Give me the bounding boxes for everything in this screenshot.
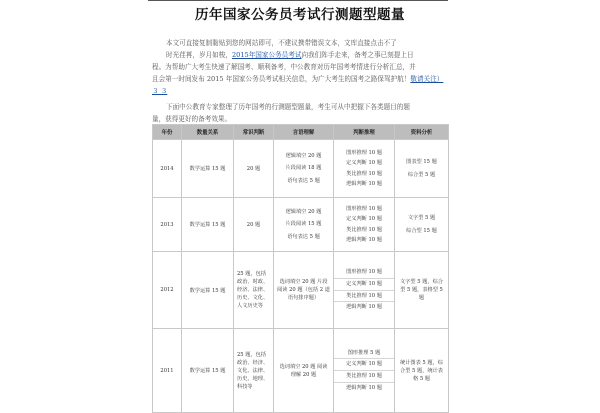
verbal-item: 逻辑填空 20 题 [285, 209, 322, 216]
reasoning-item: 图形推理 5 题 [334, 348, 394, 360]
data-cell [395, 252, 449, 329]
verbal-text: 选词填空 20 题 片段阅读 20 题（包括 2 道语句排序题） [277, 279, 330, 301]
header-common: 常识判断 [234, 125, 274, 140]
header-quant: 数量关系 [182, 125, 234, 140]
data-cell [395, 140, 449, 198]
quant-cell: 数学运算 15 题 [182, 198, 234, 252]
reasoning-item: 类比推理 10 题 [334, 291, 394, 303]
reasoning-item: 定义判断 10 题 [334, 359, 394, 371]
table-intro-paragraph [152, 101, 448, 125]
reasoning-item: 图形推理 10 题 [346, 150, 382, 157]
reasoning-item: 逻辑判断 10 题 [346, 180, 382, 187]
reasoning-item: 逻辑判断 10 题 [346, 384, 382, 391]
title-rule [148, 0, 448, 1]
data-text: 文字型 5 题，综合型 5 题，表格型 5 题 [400, 279, 443, 301]
reasoning-cell [334, 140, 395, 198]
table-intro-line: 量，获得更好的备考效果。 [152, 115, 232, 123]
follow-link[interactable]: 敬请关注） [410, 75, 444, 83]
year-cell: 2014 [153, 140, 182, 198]
reasoning-item: 图形推理 10 题 [334, 267, 394, 279]
reasoning-cell [334, 198, 395, 252]
header-reasoning: 判断推理 [334, 125, 395, 140]
intro-line: 时光荏苒，岁月如梭， [166, 51, 232, 59]
data-item: 文字型 5 题 [407, 215, 436, 222]
data-text: 统计图表 5 题，综合型 5 题，统计表格 5 题 [400, 359, 443, 382]
question-table [152, 124, 449, 413]
header-verbal: 言语理解 [274, 125, 334, 140]
intro-paragraph [152, 37, 448, 97]
verbal-item: 语句表达 5 题 [287, 233, 320, 240]
quant-cell: 数学运算 15 题 [182, 329, 234, 413]
table-header-row [153, 125, 449, 140]
year-cell: 2011 [153, 329, 182, 413]
verbal-cell [274, 252, 334, 329]
reasoning-item: 定义判断 10 题 [346, 160, 382, 167]
intro-line: 本文可直接复制黏贴到您的网站即可，不建议携带错误文本，文库直接点击不了 [166, 39, 397, 47]
intro-line: 向我们阵手走来，备考之事已刻提上日 [301, 51, 414, 59]
table-row [153, 252, 449, 329]
reasoning-item: 图形推理 10 题 [346, 206, 382, 213]
intro-line: 且会第一时间发布 2015 年国家公务员考试相关信息，为广大考生的国考之路保驾护航！ [152, 75, 411, 83]
table-row [153, 140, 449, 198]
reasoning-item: 类比推理 10 题 [334, 371, 394, 383]
data-cell [395, 198, 449, 252]
reasoning-cell [334, 252, 395, 329]
verbal-cell [274, 140, 334, 198]
year-cell: 2013 [153, 198, 182, 252]
reasoning-item: 逻辑判断 10 题 [346, 236, 382, 243]
table-row [153, 198, 449, 252]
verbal-item: 语句表达 5 题 [287, 177, 320, 184]
reasoning-item: 类比推理 10 题 [346, 226, 382, 233]
data-item: 图表型 15 题 [406, 159, 437, 166]
reasoning-item: 定义判断 10 题 [346, 216, 382, 223]
reasoning-item: 类比推理 10 题 [346, 170, 382, 177]
year-cell: 2012 [153, 252, 182, 329]
quant-cell: 数学运算 15 题 [182, 252, 234, 329]
common-cell: 20 题 [234, 140, 274, 198]
follow-link-tail[interactable]: ３ ３ [152, 87, 168, 95]
table-intro-line: 下面中公教育专家整理了历年国考的行测题型题量，考生可从中把握下各类题目的题 [166, 103, 410, 111]
common-text: 25 题，包括政治、时政、经济、法律、历史、文化、人文历史等 [237, 271, 269, 309]
data-item: 综合型 15 题 [406, 227, 437, 234]
verbal-item: 片段阅读 18 题 [285, 165, 322, 172]
common-cell: 20 题 [234, 198, 274, 252]
page-title: 历年国家公务员考试行测题型题量 [195, 7, 405, 23]
header-year: 年份 [153, 125, 182, 140]
common-cell [234, 252, 274, 329]
exam-link[interactable]: 2015年国家公务员考试 [231, 51, 302, 59]
reasoning-item: 定义判断 10 题 [334, 279, 394, 291]
verbal-cell [274, 198, 334, 252]
common-text: 25 题，包括政治、经济、文化、法律、历史、地理、科技等 [237, 351, 269, 390]
header-data: 资料分析 [395, 125, 449, 140]
verbal-item: 逻辑填空 20 题 [285, 153, 322, 160]
quant-cell: 数学运算 15 题 [182, 140, 234, 198]
intro-line: 程。为帮助广大考生快速了解国考、顺利备考，中公教育对历年国考考情进行分析汇总，并 [152, 63, 416, 71]
reasoning-item: 逻辑判断 10 题 [346, 304, 382, 311]
verbal-item: 片段阅读 15 题 [285, 221, 322, 228]
verbal-text: 选词填空 20 题 阅读理解 20 题 [279, 363, 328, 378]
data-item: 综合型 5 题 [407, 171, 436, 178]
